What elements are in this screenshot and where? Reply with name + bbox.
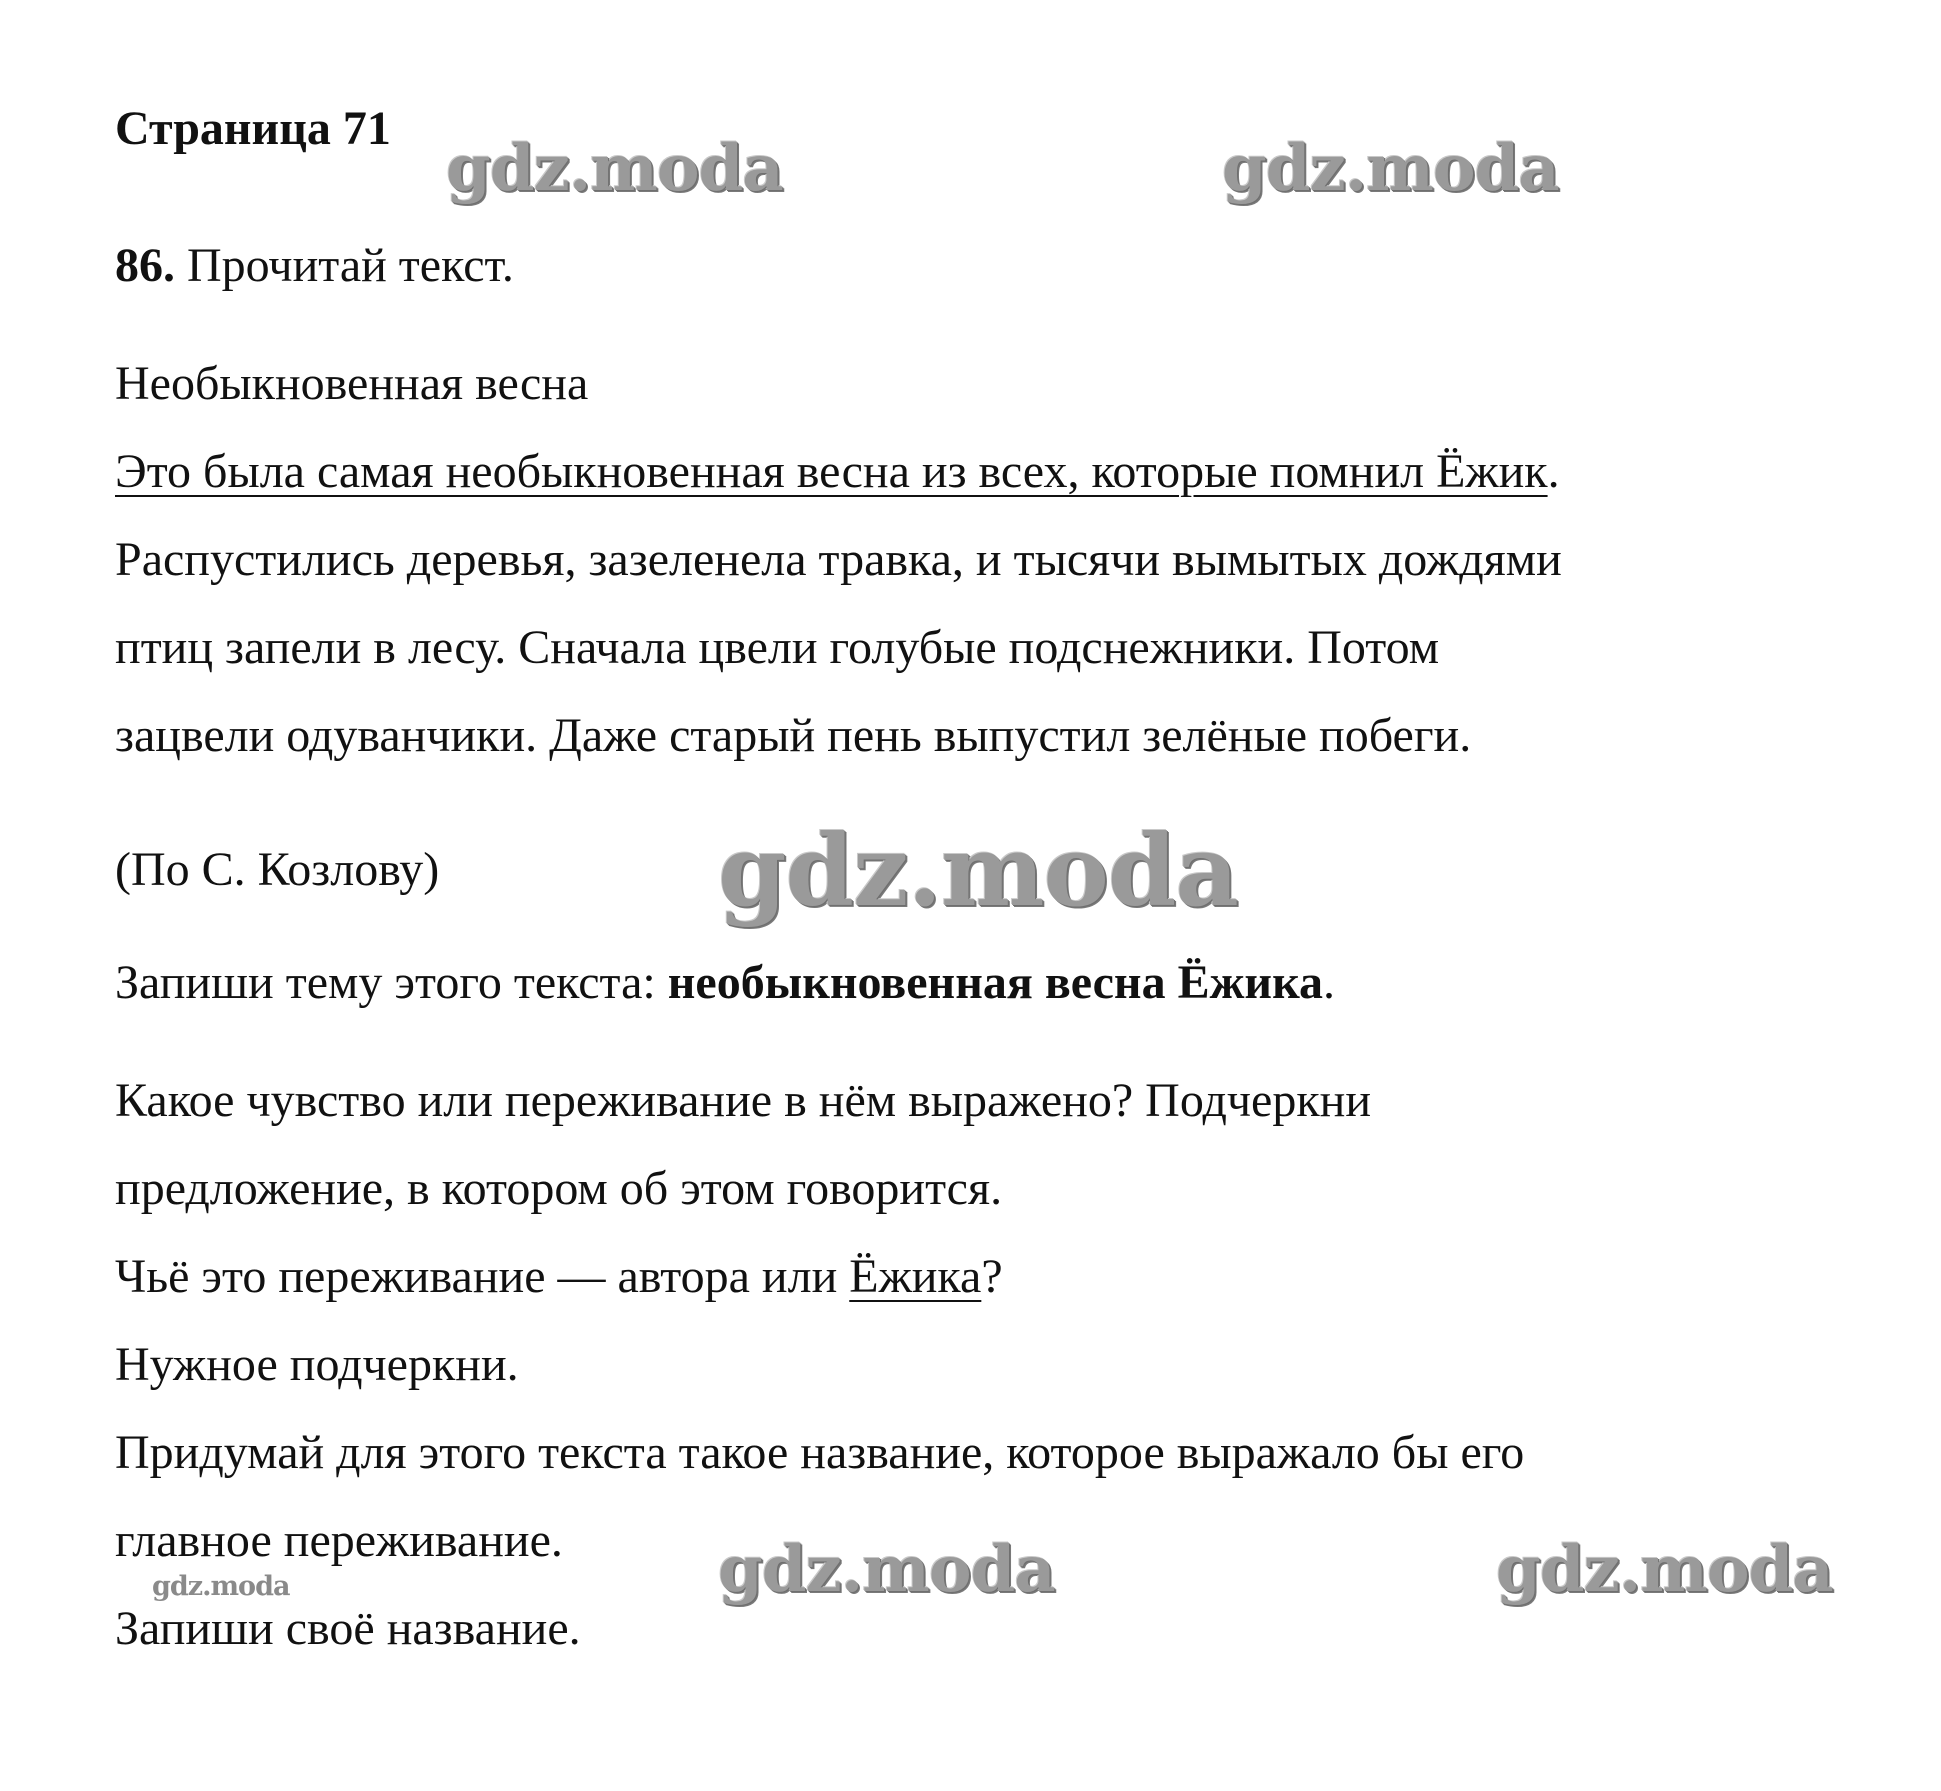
story-first-sentence <box>115 444 1560 500</box>
underlined-sentence: Это была самая необыкновенная весна из всех, которые помнил Ёжик <box>115 445 1548 498</box>
watermark: gdz.moda <box>1222 131 1559 206</box>
theme-period: . <box>1323 956 1335 1009</box>
story-author: (По С. Козлову) <box>115 843 440 896</box>
task-number: 86. <box>115 239 175 292</box>
watermark: gdz.moda <box>718 1532 1055 1607</box>
task-instruction: Прочитай текст. <box>187 239 514 292</box>
whose-question <box>115 1249 1003 1305</box>
page-title: Страница 71 <box>115 102 391 155</box>
theme-question <box>115 955 1335 1011</box>
whose-question-mark: ? <box>981 1250 1003 1303</box>
feeling-question-line: Какое чувство или переживание в нём выражено? Подчеркни <box>115 1074 1372 1127</box>
whose-prefix: Чьё это переживание — автора или <box>115 1250 850 1303</box>
mark-needed-instruction: Нужное подчеркни. <box>115 1338 519 1391</box>
title-task-line: главное переживание. <box>115 1514 563 1567</box>
feeling-question-line: предложение, в котором об этом говорится. <box>115 1162 1003 1215</box>
watermark: gdz.moda <box>446 131 783 206</box>
story-line: птиц запели в лесу. Сначала цвели голубые подснежники. Потом <box>115 621 1440 674</box>
story-line: зацвели одуванчики. Даже старый пень выпустил зелёные побеги. <box>115 709 1472 762</box>
watermark: gdz.moda <box>152 1571 290 1602</box>
whose-answer: Ёжика <box>849 1250 982 1303</box>
theme-prompt: Запиши тему этого текста: <box>115 956 668 1009</box>
story-line: Распустились деревья, зазеленела травка, и тысячи вымытых дождями <box>115 533 1562 586</box>
theme-answer: необыкновенная весна Ёжика <box>667 956 1323 1009</box>
sentence-period: . <box>1547 445 1560 498</box>
story-title: Необыкновенная весна <box>115 357 589 410</box>
task-heading <box>115 238 514 294</box>
watermark: gdz.moda <box>718 814 1238 929</box>
title-task-line: Придумай для этого текста такое название, которое выражало бы его <box>115 1426 1525 1479</box>
watermark: gdz.moda <box>1496 1532 1833 1607</box>
write-title-instruction: Запиши своё название. <box>115 1602 581 1655</box>
